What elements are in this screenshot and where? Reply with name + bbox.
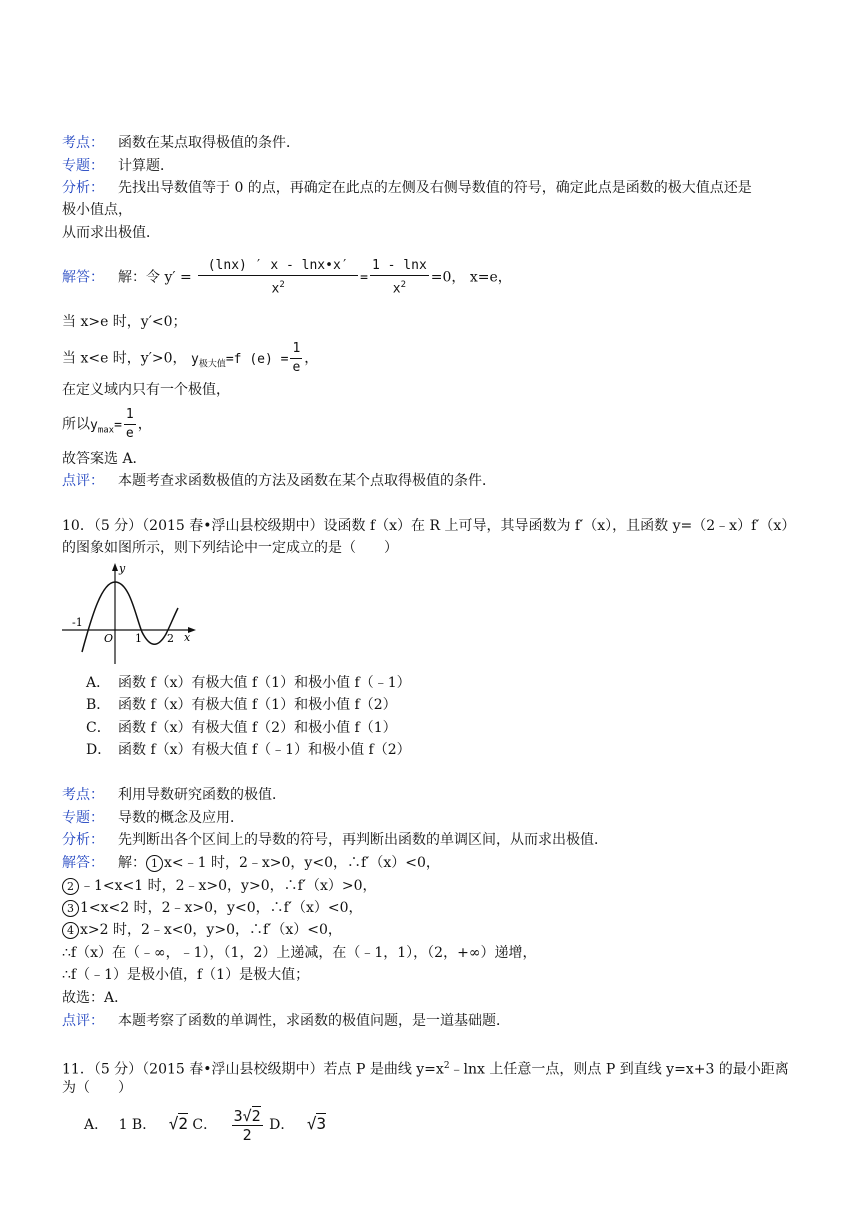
label-zhuanti: 专题： xyxy=(62,158,104,174)
zhuanti-text: 计算题． xyxy=(118,158,174,174)
only-one-extremum: 在定义域内只有一个极值， xyxy=(62,382,230,398)
q10-case-2: 2 ﹣1<x<1 时，2﹣x>0，y>0，∴f′（x）>0， xyxy=(62,876,377,896)
fenxi-text: 先判断出各个区间上的导数的符号，再判断出函数的单调区间，从而求出极值． xyxy=(118,832,608,848)
label-kaodian: 考点： xyxy=(62,135,104,151)
q10-dianping xyxy=(62,1011,510,1031)
simplified-fraction xyxy=(370,257,429,298)
q11-option-c-value[interactable]: $\frac{3√2}{2}$ xyxy=(233,1106,261,1144)
q9-kaodian xyxy=(62,133,300,153)
q10-extrema: ∴f（﹣1）是极小值，f（1）是极大值； xyxy=(62,967,310,983)
function-curve xyxy=(82,582,178,652)
one-over-e: $\frac{1}{e}$ xyxy=(292,341,301,375)
q10-stem-1: 10．（5 分）（2015 春•浮山县校级期中）设函数 f（x）在 R 上可导，其导函数为 f′（x），且函数 y=（2﹣x）f′（x） xyxy=(62,518,796,534)
derivative-fraction xyxy=(198,257,358,298)
q10-graph xyxy=(60,560,200,670)
q11-option-d-value[interactable]: √3 xyxy=(306,1114,327,1133)
label-kaodian: 考点： xyxy=(62,787,104,803)
q11-option-c-letter[interactable]: C． xyxy=(192,1117,218,1133)
q10-kaodian xyxy=(62,785,286,805)
fenxi-text-1: 先找出导数值等于 0 的点，再确定在此点的左侧及右侧导数值的符号，确定此点是函数的极大值点还是 xyxy=(118,180,752,196)
equals-sign: = xyxy=(360,270,368,286)
q10-fenxi xyxy=(62,830,608,850)
circled-2: 2 xyxy=(62,878,79,895)
q11-stem-1: 11．（5 分）（2015 春•浮山县校级期中）若点 P 是曲线 $y=x^2﹣\ln x$ 上任意一点，则点 P 到直线 y=x+3 的最小距离 xyxy=(62,1061,789,1078)
circled-4: 4 xyxy=(62,922,79,939)
jieda-intro: 解：令 y′ = xyxy=(118,269,192,286)
label-dianping: 点评： xyxy=(62,473,104,489)
tick-1: 1 xyxy=(135,632,142,645)
simplified-numerator: 1 - lnx xyxy=(370,257,429,276)
kaodian-text: 函数在某点取得极值的条件． xyxy=(118,135,300,151)
one-over-e-2: $\frac{1}{e}$ xyxy=(125,407,134,441)
q10-stem-2: 的图象如图所示，则下列结论中一定成立的是（ ） xyxy=(62,540,398,556)
label-fenxi: 分析： xyxy=(62,832,104,848)
y-axis-arrow xyxy=(112,563,118,571)
y-max-symbol: $y_{极大值}=f$ (e) = xyxy=(191,351,289,370)
dianping-text: 本题考查求函数极值的方法及函数在某个点取得极值的条件． xyxy=(118,473,496,489)
circled-1: 1 xyxy=(146,855,163,872)
option-b[interactable]: B． 函数 f（x）有极大值 f（1）和极小值 f（2） xyxy=(86,697,397,713)
label-fenxi: 分析： xyxy=(62,180,104,196)
q11-option-d-letter[interactable]: D． xyxy=(269,1117,295,1133)
fenxi-text-3: 从而求出极值． xyxy=(62,225,160,241)
q11-option-a-value[interactable]: 1 B． xyxy=(118,1117,157,1133)
kaodian-text: 利用导数研究函数的极值． xyxy=(118,787,286,803)
derivative-denominator: $x^2$ xyxy=(271,280,285,297)
simplified-denominator: $x^2$ xyxy=(392,280,407,297)
label-jieda: 解答： xyxy=(62,269,104,286)
q11-options xyxy=(84,1104,326,1145)
tick-neg1: -1 xyxy=(72,616,83,629)
option-d[interactable]: D． 函数 f（x）有极大值 f（﹣1）和极小值 f（2） xyxy=(86,742,411,758)
answer-a: 故答案选 A． xyxy=(62,451,147,467)
x-axis-label: x xyxy=(184,631,191,644)
q10-case-3: 3 1<x<2 时，2﹣x>0，y<0，∴f′（x）<0， xyxy=(62,898,363,918)
q10-jieda: 解答： 解： 1 x<﹣1 时，2﹣x>0，y<0，∴f′（x）<0， xyxy=(62,855,440,871)
case-x-lt-e: 当 x<e 时，y′>0， $y_{极大值}=f$ (e) = $\frac{1}{e}$ ， xyxy=(62,341,319,375)
dianping-text: 本题考察了函数的单调性，求函数的极值问题，是一道基础题． xyxy=(118,1013,510,1029)
q10-monotonic: ∴f（x）在（﹣∞，﹣1），（1，2）上递减，在（﹣1，1），（2，+∞）递增， xyxy=(62,945,537,961)
derivative-numerator: (lnx) ′ x - lnx•x′ xyxy=(198,257,358,276)
option-a[interactable]: A． 函数 f（x）有极大值 f（1）和极小值 f（﹣1） xyxy=(86,675,411,691)
zhuanti-text: 导数的概念及应用． xyxy=(118,810,244,826)
solution-zero: =0， x=e， xyxy=(430,269,512,286)
therefore-ymax: 所以$y_{max}=$ $\frac{1}{e}$ ， xyxy=(62,407,152,441)
circled-3: 3 xyxy=(62,900,79,917)
fenxi-text-2: 极小值点， xyxy=(62,202,132,218)
q10-case-4: 4 x>2 时，2﹣x<0，y>0，∴f′（x）<0， xyxy=(62,920,342,940)
y-axis-label: y xyxy=(119,562,126,575)
q9-fenxi xyxy=(62,178,752,198)
label-zhuanti: 专题： xyxy=(62,810,104,826)
option-c[interactable]: C． 函数 f（x）有极大值 f（2）和极小值 f（1） xyxy=(86,720,397,736)
q9-dianping xyxy=(62,471,496,491)
tick-2: 2 xyxy=(167,632,174,645)
q11-option-b-value[interactable]: √2 xyxy=(168,1114,188,1133)
label-jieda: 解答： xyxy=(62,855,104,871)
q9-zhuanti xyxy=(62,156,174,176)
q10-answer: 故选：A． xyxy=(62,990,129,1006)
label-dianping: 点评： xyxy=(62,1013,104,1029)
ymax-symbol: $y_{max}=$ xyxy=(90,417,122,436)
q11-stem-2: 为（ ） xyxy=(62,1080,132,1096)
case-x-gt-e: 当 x>e 时，y′<0； xyxy=(62,314,187,330)
q9-jieda xyxy=(62,257,512,298)
q11-option-a-letter[interactable]: A． xyxy=(84,1117,109,1133)
origin-label: O xyxy=(104,632,114,645)
q10-zhuanti xyxy=(62,808,244,828)
